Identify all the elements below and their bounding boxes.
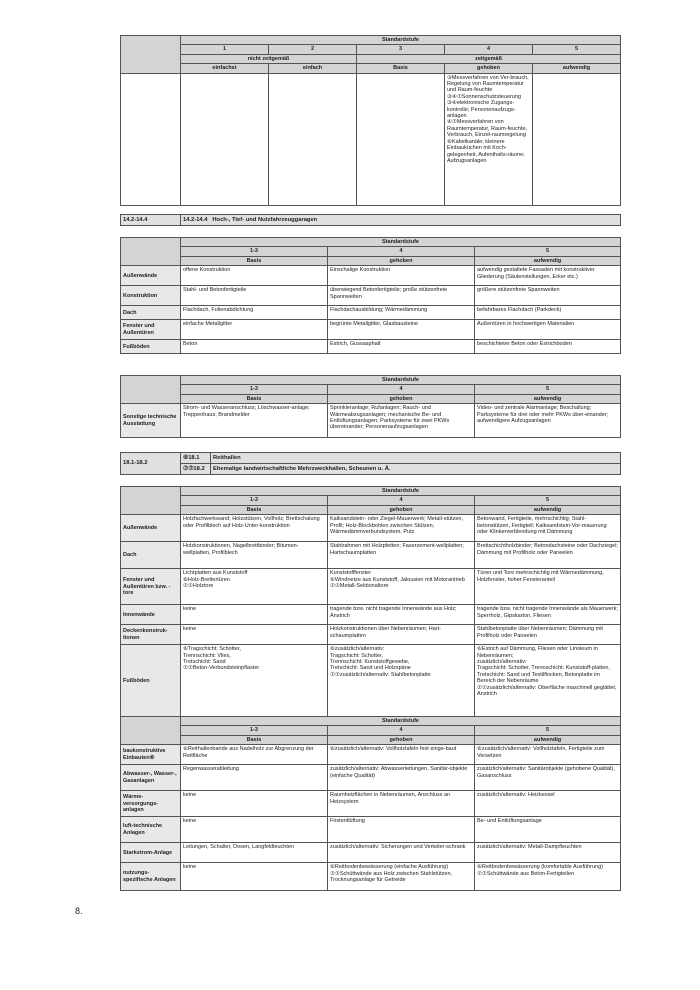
gehoben-line: ③Messverfahren von Ver-brauch, Regelung von Raumtemperatur und Raum-feuchte [447,74,529,94]
sub-basis: Basis [181,735,328,744]
cell-empty [269,73,357,205]
page-number: 8. [75,906,83,916]
cell-gehoben: tragende bzw. nicht tragende Innenwände aus Holz; Anstrich [328,605,475,625]
sub-aufwendig: aufwendig [475,256,621,265]
cell-gehoben: zusätzlich/alternativ: Abwasserleitungen, Sanitär-objekte (einfache Qualität) [328,765,475,791]
cell-aufwendig: größere stützenfreie Spannweiten [475,286,621,306]
cell-basis: Flachdach, Folienabdichtung [181,306,328,320]
cell-basis: Regenwasserableitung [181,765,328,791]
cell-basis: ⑥Reithallenbande aus Nadelholz zur Abgrenzung der Reitfläche [181,745,328,765]
row-label: Außenwände [121,515,181,542]
table-reithallen-technik [120,716,621,891]
level-4: 4 [445,45,533,54]
sub-einfachst: einfachst [181,64,269,73]
cell-aufwendig: ⑥Estrich auf Dämmung, Fliesen oder Linoleum in Nebenräumen; zusätzlich/alternativ: Tragschicht: Schotter, Trennschicht: Kunststoff-platten, Tretschicht: Sand und Textilflocken, Betonplatte im Bereich der Nebenräume ⑦⑦zusätzlich/alternativ: Oberfläche maschinell geglättet, Anstrich [475,645,621,717]
cell-aufwendig: Türen und Tore mehrschichtig mit Wärmedämmung, Holzfenster, hoher Fensteranteil [475,569,621,605]
cell-basis: Leitungen, Schalter, Dosen, Langfeldleuchten [181,843,328,863]
cell-basis: Lichtplatten aus Kunststoff ⑥Holz-Brettertüren ⑦⑦Holztore [181,569,328,605]
gehoben-line: ③④⑦Sonnenschutzsteuerung [447,93,522,100]
row-label: Sonstige technische Ausstattung [121,404,181,438]
header-blank [121,376,181,404]
sub-gehoben: gehoben [328,505,475,514]
level-5: 5 [475,496,621,505]
row-label: Innenwände [121,605,181,625]
cell-aufwendig: Betonwand, Fertigteile, mehrschichtig; Stahl-betonstützen, Fertigteil; Kalksandstein-Vor-mauerung oder Klinkerverblendung mit Dämmung [475,515,621,542]
level-2: 2 [269,45,357,54]
level-5: 5 [475,247,621,256]
standardstufe-header: Standardstufe [181,36,621,45]
row-label: Dach [121,542,181,569]
subsection-code: ⑥18.1 [181,453,211,464]
cell-gehoben: Sprinkleranlage; Rufanlagen; Rauch- und Wärmeabzugsanlagen; mechanische Be- und Entlüftungsanlagen; Parksysteme für zwei PKWs übereinander; Personenaufzugsanlagen [328,404,475,438]
level-5: 5 [475,726,621,735]
cell-gehoben: Kalksandstein- oder Ziegel-Mauerwerk; Metall-stützen, Profil; Holz-Blockbohlen zwischen Stützen, Wärmedämmverbundsystem, Putz [328,515,475,542]
sub-aufwendig: aufwendig [475,505,621,514]
gehoben-line: ③④elektronische Zugangs-kontrolle; Personenaufzugs-anlagen [447,100,516,120]
level-4: 4 [328,726,475,735]
cell-gehoben: Estrich, Gussasphalt [328,340,475,354]
cell-basis: ⑥Tragschicht: Schotter, Trennschicht: Vlies, Tretschicht: Sand ⑦⑦Beton-Verbundsteinpflaster [181,645,328,717]
header-blank [121,717,181,745]
header-blank [121,238,181,266]
level-4: 4 [328,247,475,256]
cell-aufwendig: Video- und zentrale Alarmanlage; Beschallung; Parksysteme für drei oder mehr PKWs über-einander; aufwendigere Aufzugsanlagen [475,404,621,438]
sub-gehoben: gehoben [328,256,475,265]
table-reithallen [120,486,621,717]
row-label: Fußböden [121,340,181,354]
cell-gehoben: Einschalige Konstruktion [328,266,475,286]
cell-basis: keine [181,625,328,645]
row-label: Starkstrom-Anlage [121,843,181,863]
cell-aufwendig: zusätzlich/alternativ: Metall-Dampfleuchten [475,843,621,863]
subsection-title: Reithallen [211,453,621,464]
cell-empty [533,73,621,205]
table-garagen [120,237,621,354]
header-blank [121,36,181,74]
cell-aufwendig: tragende bzw. nicht tragende Innenwände als Mauerwerk; Sperrholz, Gipskarton, Fliesen [475,605,621,625]
cell-aufwendig: Be- und Entlüftungsanlage [475,817,621,843]
sub-basis: Basis [357,64,445,73]
cell-gehoben: zusätzlich/alternativ: Sicherungen und Verteiler-schrank [328,843,475,863]
table-standardstufe-top [120,35,621,206]
cell-aufwendig: zusätzlich/alternativ: Heizkessel [475,791,621,817]
sub-gehoben: gehoben [445,64,533,73]
subsection-title: Ehemalige landwirtschaftliche Mehrzweckhallen, Scheunen u. Ä. [211,464,621,475]
section-heading-garagen [120,214,621,226]
section-code: 14.2-14.4 [121,215,181,226]
cell-empty [181,73,269,205]
sub-gehoben: gehoben [328,394,475,403]
cell-basis: Holzkonstruktionen, Nagelbrettbinder; Bitumen-wellplatten, Profilblech [181,542,328,569]
cell-gehoben [445,73,533,205]
subsection-code: ⑦⑦18.2 [181,464,211,475]
cell-empty [357,73,445,205]
level-4: 4 [328,385,475,394]
row-label: Dach [121,306,181,320]
section-code: 18.1-18.2 [121,453,181,475]
cell-gehoben: Stahlrahmen mit Holzpfetten; Faserzement-wellplatten; Hartschaumplatten [328,542,475,569]
sub-aufwendig: aufwendig [475,735,621,744]
cell-gehoben: überwiegend Betonfertigteile; große stützenfreie Spannweiten [328,286,475,306]
group-zeitgemaess: zeitgemäß [357,54,621,63]
row-label: nutzungs-spezifische Anlagen [121,863,181,891]
sub-basis: Basis [181,505,328,514]
cell-basis: keine [181,863,328,891]
row-label: Konstruktion [121,286,181,306]
group-nicht-zeitgemaess: nicht zeitgemäß [181,54,357,63]
cell-basis: einfache Metallgitter [181,320,328,340]
cell-aufwendig: befahrbares Flachdach (Parkdeck) [475,306,621,320]
cell-basis: offene Konstruktion [181,266,328,286]
cell-aufwendig: ⑥Reitbodenbewässerung (komfortable Ausführung) ⑦⑦Schüttwände aus Beton-Fertigteilen [475,863,621,891]
cell-basis: Stahl- und Betonfertigteile [181,286,328,306]
cell-basis: keine [181,791,328,817]
row-label: Fenster und Außentüren bzw. -tore [121,569,181,605]
row-label: Deckenkonstruk-tionen [121,625,181,645]
level-3: 3 [357,45,445,54]
cell-aufwendig: beschichteter Beton oder Estrichboden [475,340,621,354]
header-blank [121,487,181,515]
level-1-3: 1-3 [181,385,328,394]
gehoben-line: ④⑦Messverfahren von Raumtemperatur, Raum-feuchte, Verbrauch, Einzel-raumregelung [447,119,528,139]
standardstufe-header: Standardstufe [181,238,621,247]
cell-basis: Beton [181,340,328,354]
row-label: Fußböden [121,645,181,717]
section-title: 14.2-14.4 Hoch-, Tief- und Nutzfahrzeuggaragen [181,215,621,226]
sub-gehoben: gehoben [328,735,475,744]
cell-basis: keine [181,605,328,625]
row-label: Fenster und Außentüren [121,320,181,340]
standardstufe-header: Standardstufe [181,717,621,726]
cell-aufwendig: ⑥zusätzlich/alternativ: Vollholztafeln, Fertigteile zum Versetzen [475,745,621,765]
cell-aufwendig: Brettschichtholzbinder; Betondachsteine oder Dachziegel; Dämmung mit Profilholz oder Paneelen [475,542,621,569]
sub-basis: Basis [181,256,328,265]
level-5: 5 [475,385,621,394]
table-garagen-technik [120,375,621,438]
cell-basis: Strom- und Wasseranschluss; Löschwasser-anlage; Treppenhaus; Brandmelder [181,404,328,438]
cell-gehoben: ⑥zusätzlich/alternativ: Vollholztafeln fest einge-baut [328,745,475,765]
row-label: Außenwände [121,266,181,286]
cell-gehoben: ⑥Reitbodenbewässerung (einfache Ausführung) ⑦⑦Schüttwände aus Holz zwischen Stahlstützen, Trocknungsanlage für Getreide [328,863,475,891]
cell-gehoben: Holzkonstruktionen über Nebenräumen; Hart-schaumplatten [328,625,475,645]
row-label: baukonstruktive Einbauten⑥ [121,745,181,765]
level-1-3: 1-3 [181,496,328,505]
row-label: Abwasser-, Wasser-, Gasanlagen [121,765,181,791]
sub-aufwendig: aufwendig [475,394,621,403]
cell-basis: Holzfachwerkwand; Holzstützen, Vollholz; Brettschalung oder Profilblech auf Holz-Unter-konstruktion [181,515,328,542]
cell-gehoben: Kunststofffenster ⑥Windnetze aus Kunststoff, Jalousien mit Motorantrieb ⑦⑦Metall-Sektionaltore [328,569,475,605]
cell-gehoben: Raumheizflächen in Nebenräumen, Anschluss an Heizsystem [328,791,475,817]
cell-gehoben: ⑥zusätzlich/alternativ: Tragschicht: Schotter, Trennschicht: Kunststoffgewebe, Tretschicht: Sand und Holzspäne ⑦⑦zusätzlich/alternativ: Stahlbetonplatte [328,645,475,717]
sub-einfach: einfach [269,64,357,73]
cell-gehoben: begrünte Metallgitter, Glasbausteine [328,320,475,340]
cell-gehoben: Firstentlüftung [328,817,475,843]
level-1: 1 [181,45,269,54]
cell-gehoben: Flachdachausbildung; Wärmedämmung [328,306,475,320]
cell-aufwendig: Stahlbetonplatte über Nebenräumen; Dämmung mit Profilholz oder Paneelen [475,625,621,645]
cell-aufwendig: Außentüren in hochwertigen Materialien [475,320,621,340]
level-5: 5 [533,45,621,54]
row-label: luft-technische Anlagen [121,817,181,843]
sub-aufwendig: aufwendig [533,64,621,73]
standardstufe-header: Standardstufe [181,376,621,385]
sub-basis: Basis [181,394,328,403]
row-label-empty [121,73,181,205]
section-heading-reithallen [120,452,621,475]
cell-aufwendig: aufwendig gestaltete Fassaden mit konstruktiver Gliederung (Säulenstellungen, Erker etc.) [475,266,621,286]
row-label: Wärme-versorgungs-anlagen [121,791,181,817]
standardstufe-header: Standardstufe [181,487,621,496]
cell-aufwendig: zusätzlich/alternativ: Sanitärobjekte (gehobene Qualität), Gasanschluss [475,765,621,791]
level-4: 4 [328,496,475,505]
gehoben-line: ⑥Kabelkanäle; kleinere Einbauküchen mit Koch-gelegenheit, Aufenthalts-räume; Aufzugsanlagen [447,138,525,164]
cell-basis: keine [181,817,328,843]
level-1-3: 1-3 [181,726,328,735]
level-1-3: 1-3 [181,247,328,256]
